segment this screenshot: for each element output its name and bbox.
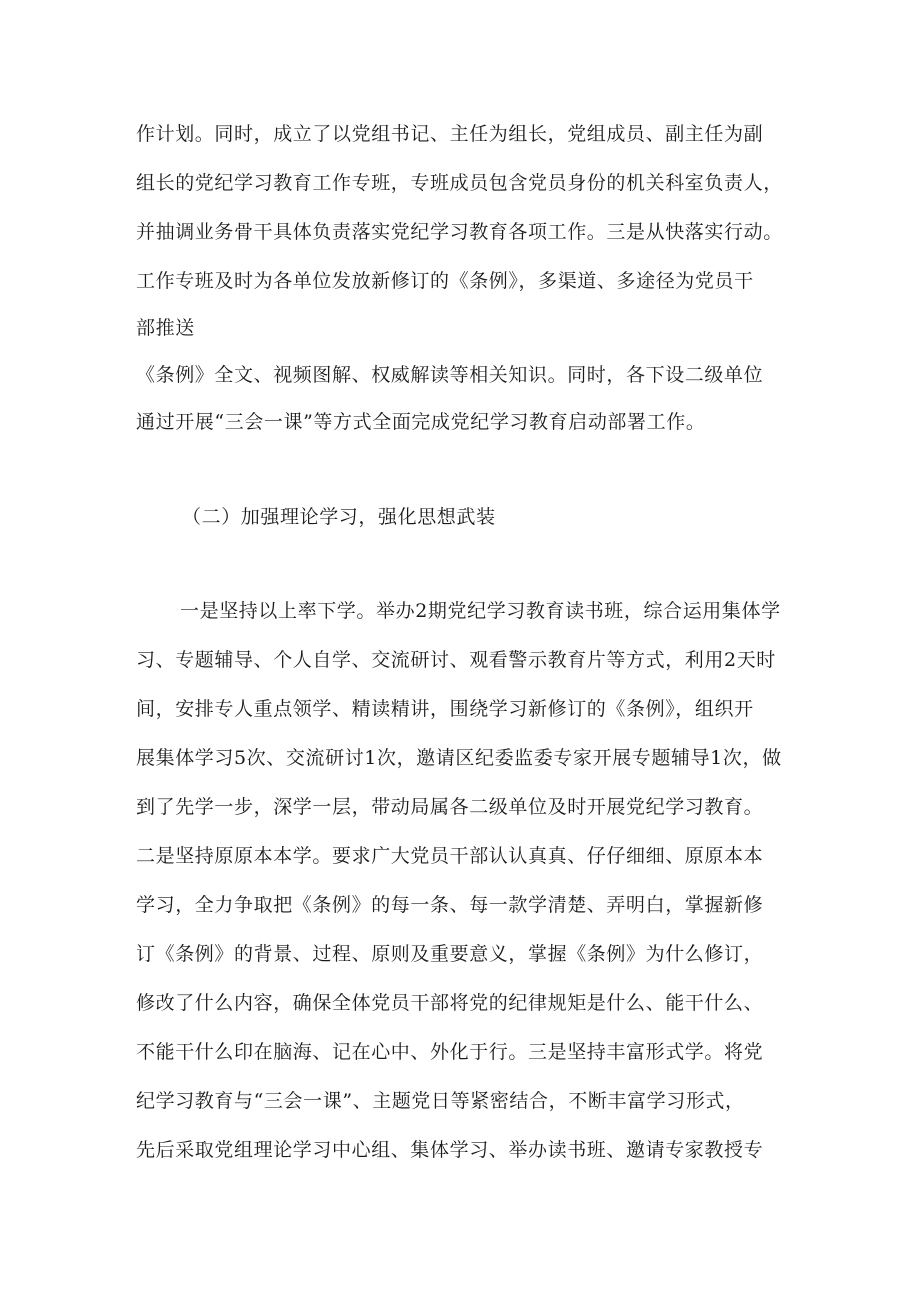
text-line: 纪学习教育与“三会一课”、主题党日等紧密结合，不断丰富学习形式， [136, 1090, 745, 1112]
text-line: 作计划。同时，成立了以党组书记、主任为组长，党组成员、副主任为副 [136, 123, 764, 145]
text-line: 通过开展“三会一课”等方式全面完成党纪学习教育启动部署工作。 [136, 411, 706, 433]
text-line: 学习，全力争取把《条例》的每一条、每一款学清楚、弄明白，掌握新修 [136, 894, 764, 916]
text-line: 习、专题辅导、个人自学、交流研讨、观看警示教育片等方式，利用2天时 [136, 649, 776, 671]
text-line: 并抽调业务骨干具体负责落实党纪学习教育各项工作。三是从快落实行动。 [136, 221, 783, 243]
text-line: 间，安排专人重点领学、精读精讲，围绕学习新修订的《条例》，组织开 [136, 698, 754, 720]
section-heading: （二）加强理论学习，强化思想武装 [182, 506, 496, 528]
text-line: 展集体学习5次、交流研讨1次，邀请区纪委监委专家开展专题辅导1次，做 [136, 747, 782, 769]
text-line: 部推送 [136, 317, 195, 339]
text-line: 不能干什么印在脑海、记在心中、外化于行。三是坚持丰富形式学。将党 [136, 1041, 764, 1063]
text-line: 到了先学一步，深学一层，带动局属各二级单位及时开展党纪学习教育。 [136, 796, 764, 818]
text-line: 一是坚持以上率下学。举办2期党纪学习教育读书班，综合运用集体学 [180, 600, 781, 622]
text-line: 组长的党纪学习教育工作专班，专班成员包含党员身份的机关科室负责人， [136, 172, 783, 194]
text-line: 先后采取党组理论学习中心组、集体学习、举办读书班、邀请专家教授专 [136, 1139, 764, 1161]
text-line: 工作专班及时为各单位发放新修订的《条例》，多渠道、多途径为党员干 [136, 270, 754, 292]
text-line: 修改了什么内容，确保全体党员干部将党的纪律规矩是什么、能干什么、 [136, 992, 764, 1014]
text-line: 二是坚持原原本本学。要求广大党员干部认认真真、仔仔细细、原原本本 [136, 845, 764, 867]
text-line: 《条例》全文、视频图解、权威解读等相关知识。同时，各下设二级单位 [136, 364, 764, 386]
text-line: 订《条例》的背景、过程、原则及重要意义，掌握《条例》为什么修订， [136, 943, 764, 965]
